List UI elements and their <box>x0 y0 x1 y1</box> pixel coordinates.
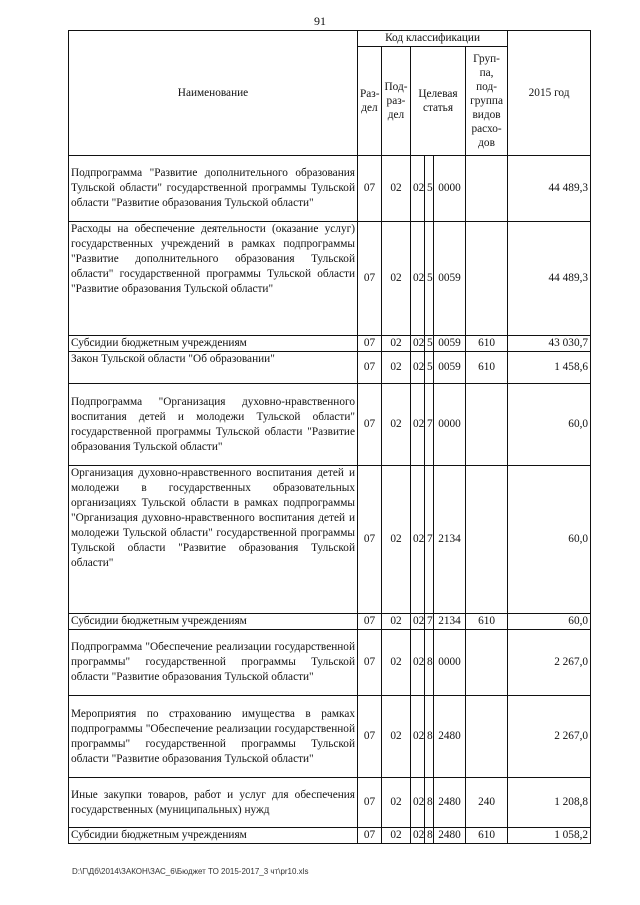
row-section: 07 <box>358 352 382 384</box>
row-target-part1: 02 <box>411 336 425 352</box>
row-target-part3: 2480 <box>434 828 466 844</box>
row-section: 07 <box>358 466 382 614</box>
row-expense-group: 610 <box>466 828 508 844</box>
row-target-part1: 02 <box>411 222 425 336</box>
row-target-part3: 2134 <box>434 466 466 614</box>
header-target-article: Целевая статья <box>411 47 466 156</box>
row-target-part3: 0000 <box>434 384 466 466</box>
row-name: Закон Тульской области "Об образовании" <box>69 352 358 384</box>
row-name: Субсидии бюджетным учреждениям <box>69 614 358 630</box>
row-target-part1: 02 <box>411 630 425 696</box>
table-row <box>69 614 591 630</box>
row-expense-group <box>466 156 508 222</box>
row-subsection: 02 <box>382 696 411 778</box>
row-expense-group <box>466 630 508 696</box>
row-target-part1: 02 <box>411 466 425 614</box>
row-target-part3: 2480 <box>434 778 466 828</box>
row-target-part2: 8 <box>425 778 434 828</box>
row-section: 07 <box>358 384 382 466</box>
row-target-part2: 7 <box>425 384 434 466</box>
row-section: 07 <box>358 222 382 336</box>
header-expense-group: Груп-па, под-группа видов расхо-дов <box>466 47 508 156</box>
row-expense-group: 610 <box>466 336 508 352</box>
row-target-part1: 02 <box>411 696 425 778</box>
row-target-part1: 02 <box>411 156 425 222</box>
row-target-part2: 7 <box>425 466 434 614</box>
row-subsection: 02 <box>382 336 411 352</box>
row-section: 07 <box>358 614 382 630</box>
row-name: Субсидии бюджетным учреждениям <box>69 336 358 352</box>
row-target-part3: 0059 <box>434 222 466 336</box>
row-name: Расходы на обеспечение деятельности (оказание услуг) государственных учреждений в рамках подпрограммы "Развитие дополнительного образования Тульской области" государственной программы Тульской области "Развитие образования Тульской области" <box>69 222 358 336</box>
page-number: 91 <box>314 14 326 28</box>
row-target-part1: 02 <box>411 384 425 466</box>
row-amount: 44 489,3 <box>508 222 591 336</box>
row-section: 07 <box>358 778 382 828</box>
row-target-part2: 5 <box>425 336 434 352</box>
row-expense-group: 610 <box>466 614 508 630</box>
file-path-footer: D:\Г\Дб\2014\ЗАКОН\ЗАС_6\Бюджет ТО 2015-2017_3 чт\pr10.xls <box>72 867 309 876</box>
row-target-part2: 5 <box>425 222 434 336</box>
row-expense-group <box>466 222 508 336</box>
row-name: Подпрограмма "Организация духовно-нравственного воспитания детей и молодежи Тульской области" государственной программы Тульской области "Развитие образования Тульской области" <box>69 384 358 466</box>
row-subsection: 02 <box>382 630 411 696</box>
row-target-part1: 02 <box>411 352 425 384</box>
row-subsection: 02 <box>382 778 411 828</box>
row-amount: 43 030,7 <box>508 336 591 352</box>
header-section: Раз-дел <box>358 47 382 156</box>
table-row <box>69 222 591 336</box>
row-subsection: 02 <box>382 614 411 630</box>
table-row <box>69 778 591 828</box>
row-expense-group <box>466 384 508 466</box>
row-target-part1: 02 <box>411 778 425 828</box>
row-section: 07 <box>358 156 382 222</box>
row-amount: 60,0 <box>508 614 591 630</box>
row-subsection: 02 <box>382 466 411 614</box>
row-section: 07 <box>358 828 382 844</box>
row-section: 07 <box>358 336 382 352</box>
row-name: Организация духовно-нравственного воспитания детей и молодежи в государственных образовательных организациях Тульской области в рамках подпрограммы "Организация духовно-нравственного воспитания детей и молодежи Тульской области" государственной программы Тульской области "Развитие образования Тульской области" <box>69 466 358 614</box>
row-name: Подпрограмма "Развитие дополнительного образования Тульской области" государственной программы Тульской области "Развитие образования Тульской области" <box>69 156 358 222</box>
row-amount: 1 058,2 <box>508 828 591 844</box>
row-target-part3: 0000 <box>434 630 466 696</box>
row-target-part2: 5 <box>425 352 434 384</box>
row-target-part1: 02 <box>411 828 425 844</box>
row-target-part2: 8 <box>425 828 434 844</box>
row-amount: 60,0 <box>508 466 591 614</box>
row-target-part3: 2480 <box>434 696 466 778</box>
header-code-group: Код классификации <box>358 31 508 47</box>
row-amount: 60,0 <box>508 384 591 466</box>
row-target-part2: 5 <box>425 156 434 222</box>
row-target-part2: 8 <box>425 696 434 778</box>
table-row <box>69 696 591 778</box>
table-row <box>69 466 591 614</box>
table-row <box>69 156 591 222</box>
row-target-part3: 0059 <box>434 336 466 352</box>
budget-table <box>68 30 591 844</box>
header-year: 2015 год <box>508 31 591 156</box>
row-name: Подпрограмма "Обеспечение реализации государственной программы" государственной программы Тульской области "Развитие образования Тульской области" <box>69 630 358 696</box>
row-amount: 1 458,6 <box>508 352 591 384</box>
row-subsection: 02 <box>382 222 411 336</box>
row-amount: 2 267,0 <box>508 696 591 778</box>
header-subsection: Под-раз-дел <box>382 47 411 156</box>
row-target-part2: 8 <box>425 630 434 696</box>
row-subsection: 02 <box>382 352 411 384</box>
row-subsection: 02 <box>382 384 411 466</box>
row-target-part1: 02 <box>411 614 425 630</box>
row-amount: 44 489,3 <box>508 156 591 222</box>
row-section: 07 <box>358 696 382 778</box>
row-name: Иные закупки товаров, работ и услуг для обеспечения государственных (муниципальных) нужд <box>69 778 358 828</box>
row-name: Мероприятия по страхованию имущества в рамках подпрограммы "Обеспечение реализации государственной программы" государственной программы Тульской области "Развитие образования Тульской области" <box>69 696 358 778</box>
row-expense-group <box>466 466 508 614</box>
row-subsection: 02 <box>382 156 411 222</box>
row-target-part3: 2134 <box>434 614 466 630</box>
row-expense-group <box>466 696 508 778</box>
table-row <box>69 828 591 844</box>
row-target-part3: 0000 <box>434 156 466 222</box>
table-row <box>69 630 591 696</box>
row-target-part2: 7 <box>425 614 434 630</box>
row-amount: 1 208,8 <box>508 778 591 828</box>
row-section: 07 <box>358 630 382 696</box>
row-expense-group: 240 <box>466 778 508 828</box>
row-target-part3: 0059 <box>434 352 466 384</box>
row-subsection: 02 <box>382 828 411 844</box>
header-name: Наименование <box>69 31 358 156</box>
table-row <box>69 336 591 352</box>
row-expense-group: 610 <box>466 352 508 384</box>
table-row <box>69 384 591 466</box>
table-row <box>69 352 591 384</box>
row-amount: 2 267,0 <box>508 630 591 696</box>
row-name: Субсидии бюджетным учреждениям <box>69 828 358 844</box>
